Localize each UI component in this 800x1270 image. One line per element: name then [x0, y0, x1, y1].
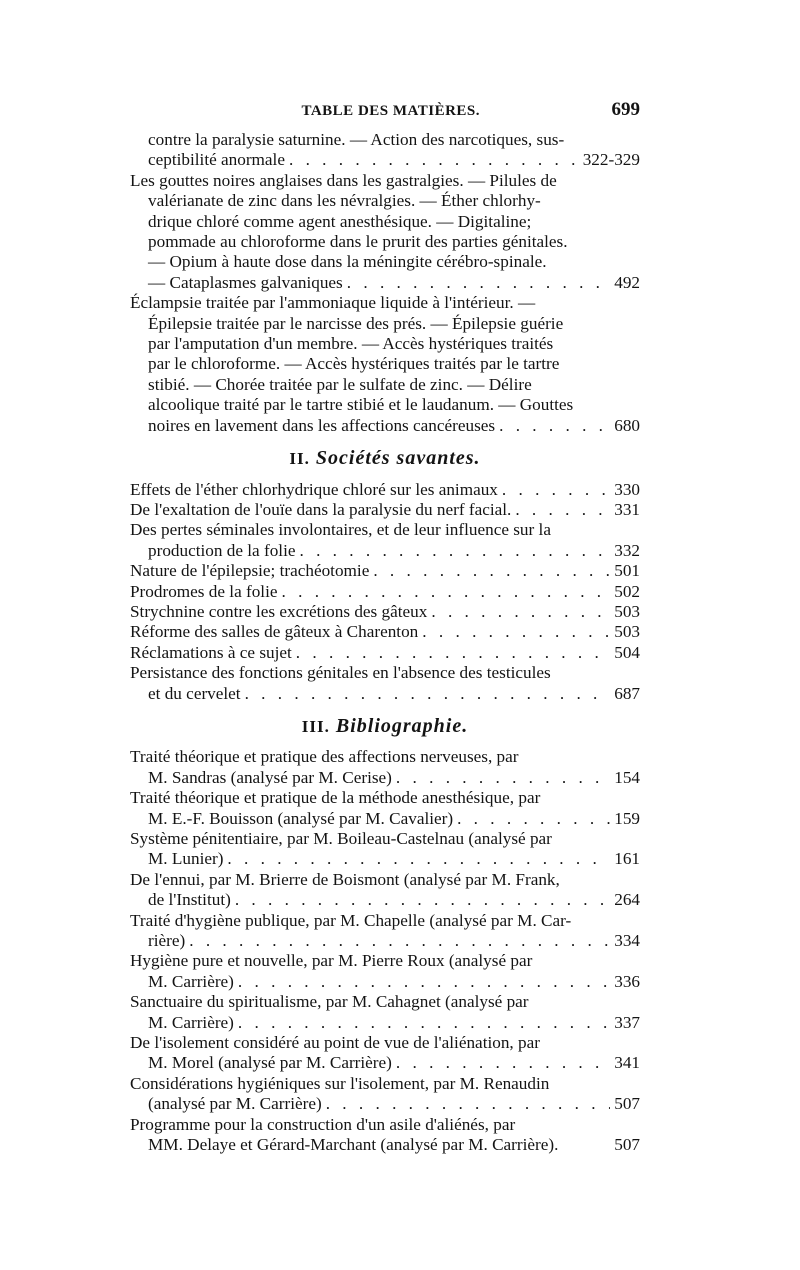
toc-entry-page-number: 507: [614, 1135, 640, 1155]
toc-entry-text-line: Les gouttes noires anglaises dans les gastralgies. — Pilules de: [130, 170, 557, 190]
toc-entry-last-line: [130, 500, 640, 520]
toc-entry-text-line: alcoolique traité par le tartre stibié et le laudanum. — Gouttes: [148, 395, 574, 415]
toc-entry-page-number: 504: [614, 642, 640, 662]
toc-entry: [130, 1033, 640, 1074]
toc-entry: [130, 643, 640, 663]
toc-entry-last-line: [130, 1135, 640, 1155]
toc-entry-text-line: Éclampsie traitée par l'ammoniaque liquide à l'intérieur. —: [130, 293, 536, 313]
toc-entry: [130, 130, 640, 171]
toc-entry-text-line: Traité d'hygiène publique, par M. Chapelle (analysé par M. Car-: [130, 910, 572, 930]
toc-entry-text-line: stibié. — Chorée traitée par le sulfate de zinc. — Délire: [148, 374, 532, 394]
toc-entry-label: M. E.-F. Bouisson (analysé par M. Cavalier): [148, 808, 454, 828]
toc-entry-text-line: par le chloroforme. — Accès hystériques traités par le tartre: [148, 354, 560, 374]
toc-entry-last-line: [130, 1053, 640, 1073]
toc-entry-page-number: 680: [614, 415, 640, 435]
toc-entry: [130, 870, 640, 911]
toc-entry-label: rière): [148, 931, 186, 951]
toc-entry-label: de l'Institut): [148, 890, 231, 910]
toc-entry: [130, 829, 640, 870]
toc-entry-label: M. Sandras (analysé par M. Cerise): [148, 767, 392, 787]
toc-entry-label: De l'exaltation de l'ouïe dans la paralysie du nerf facial.: [130, 499, 512, 519]
dot-leader: [422, 622, 610, 642]
dot-leader: [238, 972, 610, 992]
toc-entry-last-line: [130, 582, 640, 602]
dot-leader: [296, 643, 610, 663]
toc-entry: [130, 480, 640, 500]
toc-entry-page-number: 507: [614, 1094, 640, 1114]
toc-entry-label: — Cataplasmes galvaniques: [148, 272, 343, 292]
section-heading-3: [130, 716, 640, 737]
toc-entry: [130, 663, 640, 704]
dot-leader: [457, 809, 610, 829]
toc-entry-label: M. Morel (analysé par M. Carrière): [148, 1053, 392, 1073]
toc-entry-text-line: pommade au chloroforme dans le prurit des parties génitales.: [148, 232, 568, 252]
section-number: III.: [301, 716, 330, 736]
toc-entry-page-number: 503: [614, 601, 640, 621]
toc-entry-text-line: Programme pour la construction d'un asile d'aliénés, par: [130, 1114, 516, 1134]
toc-entry: [130, 1115, 640, 1156]
toc-entry-last-line: [130, 684, 640, 704]
toc-entry-last-line: [130, 972, 640, 992]
toc-entry-page-number: 492: [614, 272, 640, 292]
toc-entry-last-line: [130, 768, 640, 788]
toc-entry-last-line: [130, 1094, 640, 1114]
toc-entry-page-number: 332: [614, 540, 640, 560]
toc-entry-last-line: [130, 150, 640, 170]
toc-entry-text-line: Considérations hygiéniques sur l'isolement, par M. Renaudin: [130, 1073, 550, 1093]
toc-entry-page-number: 337: [614, 1012, 640, 1032]
toc-entry: [130, 1074, 640, 1115]
toc-entry-page-number: 334: [614, 931, 640, 951]
dot-leader: [499, 416, 610, 436]
dot-leader: [373, 561, 610, 581]
toc-entry-text-line: Hygiène pure et nouvelle, par M. Pierre Roux (analysé par: [130, 951, 533, 971]
toc-entry-label: Réforme des salles de gâteux à Charenton: [130, 622, 419, 642]
toc-entry-label: M. Carrière): [148, 1012, 234, 1032]
section-number: II.: [289, 449, 310, 469]
section-heading-2: [130, 448, 640, 469]
toc-entry-last-line: [130, 931, 640, 951]
toc-entry: [130, 747, 640, 788]
toc-entry-label: Effets de l'éther chlorhydrique chloré sur les animaux: [130, 479, 498, 499]
toc-entry-last-line: [130, 849, 640, 869]
dot-leader: [396, 768, 610, 788]
section-title: Bibliographie.: [335, 714, 469, 737]
page: [130, 100, 640, 1156]
toc-entry-last-line: [130, 416, 640, 436]
toc-entry-label: MM. Delaye et Gérard-Marchant (analysé par M. Carrière).: [148, 1135, 559, 1155]
toc-entry: [130, 622, 640, 642]
toc-entry-page-number: 341: [614, 1053, 640, 1073]
dot-leader: [238, 1013, 610, 1033]
dot-leader: [189, 931, 610, 951]
toc-entry-text-line: valérianate de zinc dans les névralgies. — Éther chlorhy-: [148, 191, 541, 211]
toc-entry-text-line: contre la paralysie saturnine. — Action des narcotiques, sus-: [148, 130, 565, 149]
toc-entry-page-number: 501: [614, 561, 640, 581]
dot-leader: [515, 500, 610, 520]
toc-entry-text-line: drique chloré comme agent anesthésique. — Digitaline;: [148, 211, 532, 231]
dot-leader: [245, 684, 611, 704]
dot-leader: [502, 480, 610, 500]
toc-entry-page-number: 154: [614, 767, 640, 787]
toc-entry-page-number: 503: [614, 622, 640, 642]
dot-leader: [299, 541, 610, 561]
toc-entry-text-line: Système pénitentiaire, par M. Boileau-Castelnau (analysé par: [130, 829, 552, 848]
part2-entries: [130, 480, 640, 704]
toc-entry-last-line: [130, 643, 640, 663]
toc-entry-last-line: [130, 890, 640, 910]
dot-leader: [396, 1053, 610, 1073]
header-page-number: 699: [611, 99, 640, 120]
toc-entry: [130, 171, 640, 293]
dot-leader: [235, 890, 610, 910]
toc-entry-page-number: 322-329: [582, 150, 640, 170]
toc-entry-label: M. Carrière): [148, 971, 234, 991]
toc-entry-page-number: 330: [614, 479, 640, 499]
toc-entry-label: Nature de l'épilepsie; trachéotomie: [130, 561, 370, 581]
toc-entry: [130, 561, 640, 581]
toc-entry: [130, 500, 640, 520]
toc-entry-text-line: Des pertes séminales involontaires, et de leur influence sur la: [130, 520, 551, 540]
toc-entry-label: Strychnine contre les excrétions des gâteux: [130, 601, 428, 621]
part3-entries: [130, 747, 640, 1155]
toc-entry-text-line: Épilepsie traitée par le narcisse des prés. — Épilepsie guérie: [148, 313, 564, 333]
toc-entry-text-line: Traité théorique et pratique de la méthode anesthésique, par: [130, 788, 541, 808]
toc-entry-last-line: [130, 809, 640, 829]
toc-entry-label: et du cervelet: [148, 683, 241, 703]
toc-entry-text-line: Traité théorique et pratique des affections nerveuses, par: [130, 747, 519, 767]
toc-entry-label: noires en lavement dans les affections cancéreuses: [148, 415, 496, 435]
toc-entry-label: Prodromes de la folie: [130, 581, 278, 601]
toc-entry-label: ceptibilité anormale: [148, 150, 285, 170]
toc-entry-page-number: 336: [614, 971, 640, 991]
toc-entry-label: Réclamations à ce sujet: [130, 642, 292, 662]
dot-leader: [431, 602, 610, 622]
dot-leader: [289, 150, 579, 170]
toc-entry: [130, 582, 640, 602]
toc-entry-label: production de la folie: [148, 540, 296, 560]
toc-entry-text-line: Sanctuaire du spiritualisme, par M. Cahagnet (analysé par: [130, 992, 529, 1012]
toc-entry-label: (analysé par M. Carrière): [148, 1094, 322, 1114]
toc-entry-last-line: [130, 602, 640, 622]
toc-entry-last-line: [130, 561, 640, 581]
toc-entry: [130, 911, 640, 952]
toc-entry-page-number: 331: [614, 499, 640, 519]
dot-leader: [326, 1094, 611, 1114]
toc-entry-last-line: [130, 480, 640, 500]
toc-entry-text-line: De l'isolement considéré au point de vue de l'aliénation, par: [130, 1033, 540, 1053]
toc-entry-text-line: — Opium à haute dose dans la méningite cérébro-spinale.: [148, 252, 547, 272]
toc-entry-page-number: 159: [614, 808, 640, 828]
toc-entry-page-number: 502: [614, 581, 640, 601]
toc-entry-page-number: 687: [614, 683, 640, 703]
part1-entries: [130, 130, 640, 436]
toc-entry-label: M. Lunier): [148, 849, 224, 869]
toc-entry-text-line: Persistance des fonctions génitales en l'absence des testicules: [130, 663, 551, 683]
dot-leader: [227, 849, 610, 869]
header-title: TABLE DES MATIÈRES.: [301, 103, 481, 119]
toc-entry-text-line: par l'amputation d'un membre. — Accès hystériques traités: [148, 334, 554, 354]
toc-entry-last-line: [130, 273, 640, 293]
running-header: [130, 100, 640, 124]
dot-leader: [347, 273, 610, 293]
toc-entry: [130, 788, 640, 829]
toc-entry: [130, 951, 640, 992]
dot-leader: [282, 582, 611, 602]
toc-entry-page-number: 161: [614, 849, 640, 869]
toc-entry-last-line: [130, 1013, 640, 1033]
toc-entry-page-number: 264: [614, 890, 640, 910]
toc-entry: [130, 992, 640, 1033]
toc-entry: [130, 293, 640, 436]
toc-entry-last-line: [130, 541, 640, 561]
toc-entry: [130, 520, 640, 561]
section-title: Sociétés savantes.: [315, 447, 481, 470]
toc-entry-last-line: [130, 622, 640, 642]
toc-entry-text-line: De l'ennui, par M. Brierre de Boismont (analysé par M. Frank,: [130, 869, 560, 889]
toc-entry: [130, 602, 640, 622]
